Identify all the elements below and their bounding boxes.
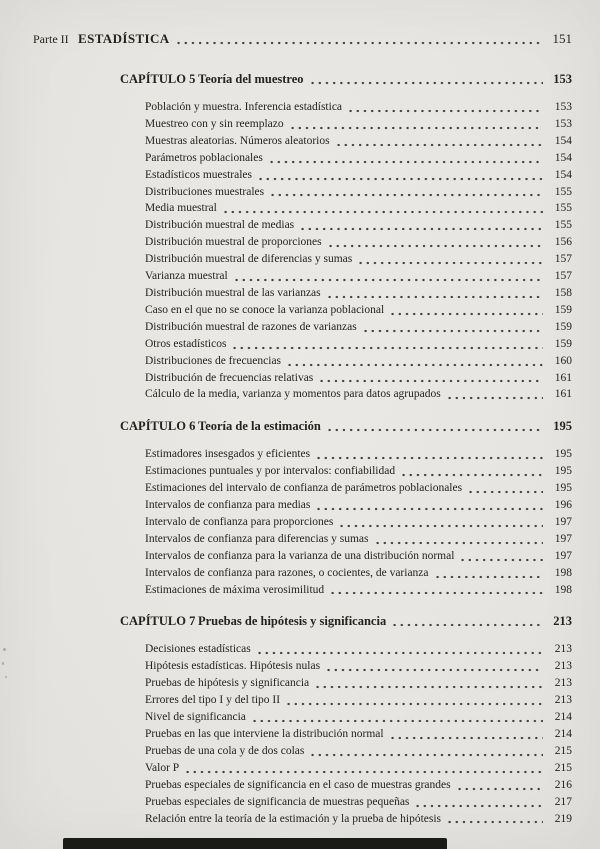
entry-page-number: 155 [554, 202, 572, 215]
part-heading-row [0, 30, 572, 48]
toc-entry-row [0, 386, 572, 403]
chapter-label: CAPÍTULO 5 [120, 72, 196, 86]
toc-entry-row [0, 480, 572, 497]
entry-page-number: 161 [554, 388, 572, 401]
entry-title: Pruebas en las que interviene la distribución normal [145, 728, 384, 740]
chapter-block [0, 418, 572, 598]
entry-page-number: 160 [554, 354, 572, 367]
toc-entry-row [0, 133, 572, 150]
toc-entry-row [0, 302, 572, 319]
dot-leader [335, 133, 543, 150]
dot-leader [315, 446, 543, 463]
entry-title: Población y muestra. Inferencia estadística [145, 101, 343, 113]
dot-leader [299, 217, 543, 234]
entry-title: Cálculo de la media, varianza y momentos para datos agrupados [145, 388, 441, 401]
dot-leader [222, 200, 543, 217]
dot-leader [446, 386, 543, 403]
toc-entry-row [0, 743, 572, 760]
dot-leader [446, 811, 543, 828]
entry-title: Distribución muestral de las varianzas [145, 286, 321, 299]
chapter-heading-row [0, 71, 572, 88]
toc-entry-row [0, 675, 572, 692]
entry-page-number: 196 [554, 499, 572, 512]
entry-title: Estimaciones de máxima verosimilitud [145, 583, 325, 596]
scan-artifact-bar [63, 838, 447, 849]
entry-title: Pruebas especiales de significancia en el caso de muestras grandes [145, 778, 451, 791]
dot-leader [318, 370, 543, 387]
dot-leader [257, 167, 543, 184]
dot-leader [256, 641, 543, 658]
dot-leader [389, 726, 543, 743]
entry-page-number: 213 [554, 643, 572, 656]
entry-page-number: 156 [554, 236, 572, 249]
dot-leader [289, 116, 543, 133]
dot-leader [268, 150, 543, 167]
entry-page-number: 158 [554, 286, 572, 299]
entry-page-number: 197 [554, 549, 572, 562]
entry-title: Parámetros poblacionales [145, 151, 263, 164]
entry-title: Distribución muestral de razones de varianzas [145, 320, 357, 333]
toc-entry-row [0, 217, 572, 234]
entry-page-number: 219 [554, 812, 572, 825]
dot-leader [326, 285, 543, 302]
toc-entry-row [0, 760, 572, 777]
entry-list [0, 641, 572, 827]
toc-entry-row [0, 463, 572, 480]
toc-entry-row [0, 336, 572, 353]
chapter-block [0, 613, 572, 827]
dot-leader [184, 760, 543, 777]
toc-entry-row [0, 709, 572, 726]
entry-title: Valor P [145, 761, 180, 774]
toc-entry-row [0, 514, 572, 531]
toc-entry-row [0, 531, 572, 548]
dot-leader [233, 268, 543, 285]
dot-leader [286, 353, 543, 370]
dot-leader [391, 613, 543, 630]
entry-page-number: 195 [554, 465, 572, 478]
toc-entry-row [0, 184, 572, 201]
toc-entry-row [0, 285, 572, 302]
dot-leader [327, 234, 543, 251]
entry-page-number: 213 [554, 660, 572, 673]
entry-title: Distribución muestral de medias [145, 219, 295, 232]
dot-leader [467, 480, 543, 497]
toc-entry-row [0, 116, 572, 133]
chapter-title: Pruebas de hipótesis y significancia [198, 614, 387, 629]
chapter-page-number: 195 [553, 419, 572, 434]
entry-page-number: 217 [554, 795, 572, 808]
entry-title: Distribución muestral de proporciones [145, 236, 322, 249]
toc-entry-row [0, 658, 572, 675]
toc-entry-row [0, 548, 572, 565]
entry-page-number: 153 [554, 117, 572, 130]
entry-title: Muestras aleatorias. Números aleatorios [145, 134, 330, 147]
dot-leader [414, 794, 543, 811]
dot-leader [285, 692, 543, 709]
toc-entry-row [0, 234, 572, 251]
dot-leader [314, 675, 543, 692]
part-page-number: 151 [552, 31, 572, 46]
entry-page-number: 157 [554, 270, 572, 283]
dot-leader [175, 30, 543, 48]
entry-title: Media muestral [145, 202, 217, 215]
entry-title: Intervalos de confianza para razones, o cocientes, de varianza [145, 566, 429, 579]
entry-title: Decisiones estadísticas [145, 643, 251, 656]
entry-page-number: 155 [554, 219, 572, 232]
entry-page-number: 216 [554, 778, 572, 791]
dot-leader [329, 582, 543, 599]
entry-title: Muestreo con y sin reemplazo [145, 117, 284, 130]
entry-page-number: 195 [554, 482, 572, 495]
entry-title: Estadísticos muestrales [145, 168, 252, 181]
dot-leader [231, 336, 543, 353]
entry-page-number: 197 [554, 532, 572, 545]
toc-entry-row [0, 641, 572, 658]
dot-leader [347, 99, 543, 116]
entry-page-number: 159 [554, 303, 572, 316]
entry-title: Distribución muestral de diferencias y sumas [145, 253, 353, 266]
entry-page-number: 154 [554, 168, 572, 181]
chapter-list [0, 71, 572, 827]
part-label: Parte II [33, 32, 69, 46]
scan-speckle [2, 662, 4, 665]
toc-entry-row [0, 565, 572, 582]
entry-page-number: 154 [554, 151, 572, 164]
entry-page-number: 195 [554, 448, 572, 461]
dot-leader [251, 709, 543, 726]
toc-entry-row [0, 497, 572, 514]
toc-entry-row [0, 353, 572, 370]
entry-page-number: 213 [554, 694, 572, 707]
dot-leader [362, 319, 543, 336]
entry-title: Intervalos de confianza para la varianza de una distribución normal [145, 549, 455, 562]
toc-entry-row [0, 446, 572, 463]
entry-title: Hipótesis estadísticas. Hipótesis nulas [145, 660, 321, 673]
dot-leader [389, 302, 543, 319]
toc-entry-row [0, 167, 572, 184]
toc-entry-row [0, 319, 572, 336]
toc-entry-row [0, 777, 572, 794]
entry-title: Distribuciones muestrales [145, 185, 265, 198]
entry-page-number: 159 [554, 320, 572, 333]
dot-leader [459, 548, 543, 565]
dot-leader [309, 71, 543, 88]
toc-entry-row [0, 268, 572, 285]
toc-entry-row [0, 99, 572, 116]
chapter-label: CAPÍTULO 6 [120, 419, 196, 434]
entry-title: Estimaciones puntuales y por intervalos: confiabilidad [145, 465, 396, 478]
dot-leader [456, 777, 543, 794]
entry-title: Estimadores insesgados y eficientes [145, 448, 311, 461]
scan-speckle [5, 676, 7, 678]
entry-page-number: 157 [554, 253, 572, 266]
chapter-page-number: 153 [553, 72, 572, 86]
entry-title: Intervalos de confianza para diferencias y sumas [145, 532, 369, 545]
chapter-title: Teoría del muestreo [198, 72, 304, 86]
chapter-heading-row [0, 418, 572, 435]
toc-entry-row [0, 794, 572, 811]
entry-title: Otros estadísticos [145, 337, 227, 350]
entry-title: Estimaciones del intervalo de confianza de parámetros poblacionales [145, 482, 463, 495]
dot-leader [374, 531, 543, 548]
entry-page-number: 215 [554, 744, 572, 757]
toc-entry-row [0, 200, 572, 217]
dot-leader [325, 658, 543, 675]
chapter-label: CAPÍTULO 7 [120, 614, 196, 629]
toc-entry-row [0, 726, 572, 743]
entry-title: Caso en el que no se conoce la varianza poblacional [145, 303, 385, 316]
chapter-title: Teoría de la estimación [198, 419, 321, 434]
entry-page-number: 197 [554, 515, 572, 528]
entry-list [0, 99, 572, 403]
dot-leader [309, 743, 543, 760]
entry-page-number: 198 [554, 566, 572, 579]
chapter-block [0, 71, 572, 403]
toc-entry-row [0, 692, 572, 709]
entry-page-number: 214 [554, 728, 572, 740]
entry-title: Intervalo de confianza para proporciones [145, 515, 334, 528]
dot-leader [400, 463, 543, 480]
entry-page-number: 161 [554, 371, 572, 384]
toc-entry-row [0, 370, 572, 387]
entry-page-number: 155 [554, 185, 572, 198]
scan-speckle [3, 648, 6, 651]
entry-title: Distribución de frecuencias relativas [145, 371, 314, 384]
toc-entry-row [0, 811, 572, 828]
entry-title: Pruebas de una cola y de dos colas [145, 744, 305, 757]
entry-title: Varianza muestral [145, 270, 228, 283]
entry-page-number: 159 [554, 337, 572, 350]
entry-title: Nivel de significancia [145, 711, 246, 724]
toc-entry-row [0, 582, 572, 599]
entry-title: Pruebas especiales de significancia de muestras pequeñas [145, 795, 410, 808]
entry-page-number: 215 [554, 761, 572, 774]
dot-leader [269, 184, 543, 201]
entry-title: Pruebas de hipótesis y significancia [145, 677, 310, 690]
dot-leader [357, 251, 543, 268]
entry-page-number: 153 [554, 101, 572, 113]
entry-list [0, 446, 572, 598]
entry-page-number: 214 [554, 711, 572, 724]
entry-title: Relación entre la teoría de la estimación y la prueba de hipótesis [145, 812, 442, 825]
entry-page-number: 154 [554, 134, 572, 147]
entry-page-number: 198 [554, 583, 572, 596]
entry-title: Intervalos de confianza para medias [145, 499, 311, 512]
dot-leader [315, 497, 543, 514]
dot-leader [434, 565, 543, 582]
chapter-page-number: 213 [553, 614, 572, 629]
entry-page-number: 213 [554, 677, 572, 690]
dot-leader [326, 418, 543, 435]
chapter-heading-row [0, 613, 572, 630]
dot-leader [338, 514, 543, 531]
part-title: ESTADÍSTICA [78, 31, 170, 46]
entry-title: Errores del tipo I y del tipo II [145, 694, 281, 707]
entry-title: Distribuciones de frecuencias [145, 354, 282, 367]
toc-entry-row [0, 251, 572, 268]
toc-entry-row [0, 150, 572, 167]
